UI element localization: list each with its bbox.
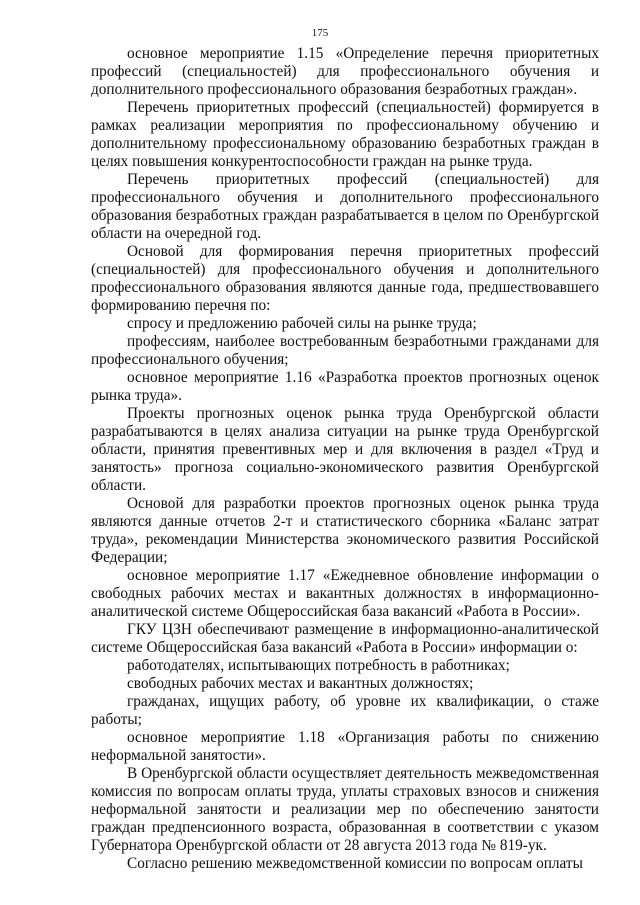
paragraph: основное мероприятие 1.15 «Определение перечня приоритетных профессий (специальностей) для профессионального обучения и дополнительного профессионального образования безработных граждан». [91,45,599,98]
paragraph: профессиям, наиболее востребованным безработными гражданами для профессионального обучения; [91,333,599,368]
paragraph: основное мероприятие 1.17 «Ежедневное обновление информации о свободных рабочих местах и вакантных должностях в информационно-аналитической системе Общероссийская база вакансий «Работа в России». [91,567,599,620]
paragraph: свободных рабочих местах и вакантных должностях; [127,675,474,692]
paragraph: основное мероприятие 1.18 «Организация работы по снижению неформальной занятости». [91,729,599,764]
paragraph: гражданах, ищущих работу, об уровне их квалификации, о стаже работы; [91,693,599,728]
paragraph: Согласно решению межведомственной комиссии по вопросам оплаты [127,855,583,872]
paragraph: Перечень приоритетных профессий (специальностей) формируется в рамках реализации мероприятия по профессиональному обучению и дополнительному профессиональному образованию безработных граждан в целях повышения конкурентоспособности граждан на рынке труда. [91,99,599,170]
paragraph: Основой для разработки проектов прогнозных оценок рынка труда являются данные отчетов 2-т и статистического сборника «Баланс затрат труда», рекомендации Министерства экономического развития Российской Федерации; [91,495,599,566]
paragraph: основное мероприятие 1.16 «Разработка проектов прогнозных оценок рынка труда». [91,369,599,404]
paragraph: Проекты прогнозных оценок рынка труда Оренбургской области разрабатываются в целях анализа ситуации на рынке труда Оренбургской области, принятия превентивных мер и для включения в раздел «Труд и занятость» прогноза социально-экономического развития Оренбургской области. [91,405,599,494]
paragraph: спросу и предложению рабочей силы на рынке труда; [127,315,477,332]
paragraph: Перечень приоритетных профессий (специальностей) для профессионального обучения и дополнительного профессионального образования безработных граждан разрабатывается в целом по Оренбургской области на очередной год. [91,171,599,242]
body-text [91,45,599,873]
paragraph: В Оренбургской области осуществляет деятельность межведомственная комиссия по вопросам оплаты труда, уплаты страховых взносов и снижения неформальной занятости и реализации мер по обеспечению занятости граждан предпенсионного возраста, образованная в соответствии с указом Губернатора Оренбургской области от 28 августа 2013 года № 819-ук. [91,765,599,854]
paragraph: работодателях, испытывающих потребность в работниках; [127,657,510,674]
paragraph: ГКУ ЦЗН обеспечивают размещение в информационно-аналитической системе Общероссийская база вакансий «Работа в России» информации о: [91,621,599,656]
page-number: 175 [311,27,329,39]
paragraph: Основой для формирования перечня приоритетных профессий (специальностей) для профессионального обучения и дополнительного профессионального образования являются данные года, предшествовавшего формированию перечня по: [91,243,599,314]
